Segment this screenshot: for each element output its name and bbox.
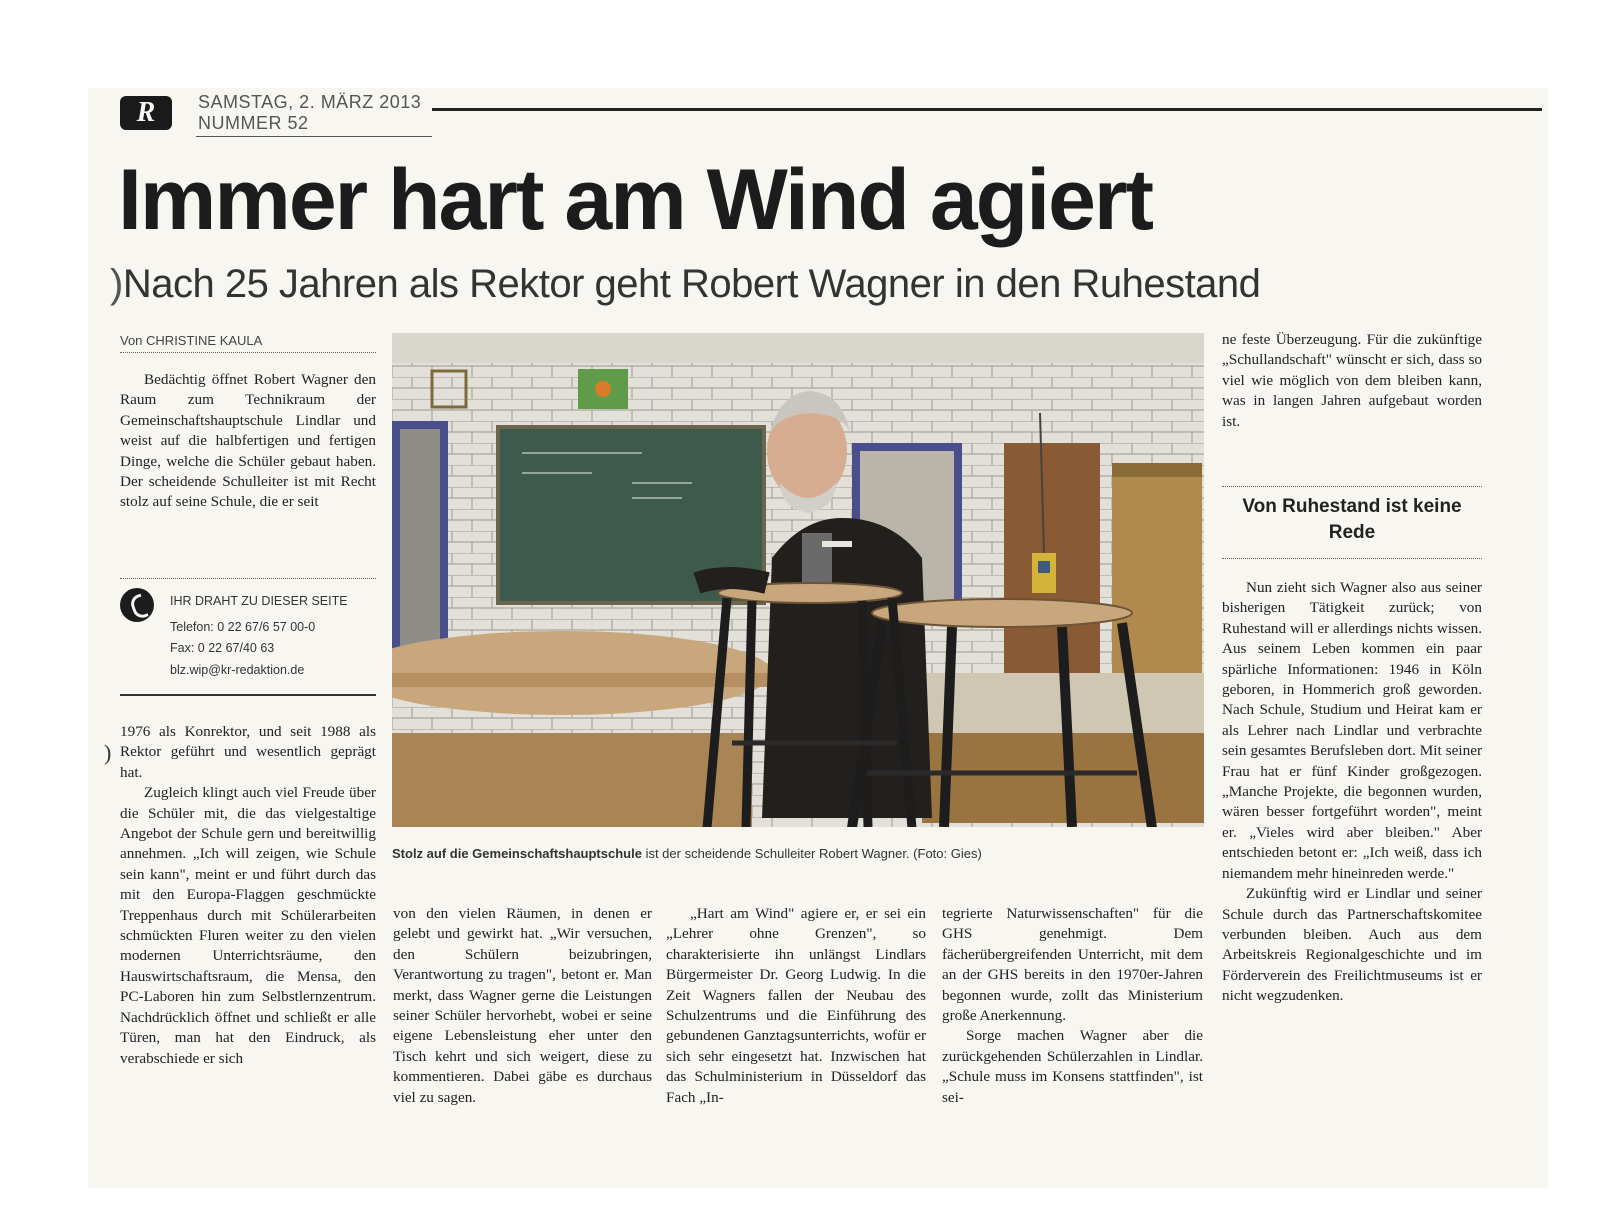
column-5-top — [1222, 330, 1482, 432]
contact-infobox — [120, 580, 376, 692]
section-subheading: Von Ruhestand ist keine Rede — [1242, 496, 1462, 543]
paragraph: „Hart am Wind" agiere er, er sei ein „Lehrer ohne Grenzen", so charakterisierte ihn unlängst Lindlars Bürgermeister Dr. Georg Ludwig. In die Zeit Wagners fallen der Neubau des Schulzentrums und die Einführung des gebundenen Ganztagsunterrichts, wofür er sich sehr eingesetzt hat. Inzwischen hat das Schulministerium in Düsseldorf das Fach „In- — [666, 905, 926, 1106]
infobox-title: IHR DRAHT ZU DIESER SEITE — [170, 594, 348, 608]
column-4 — [942, 904, 1203, 1108]
dateline — [198, 92, 421, 134]
paragraph: Sorge machen Wagner aber die zurückgehenden Schülerzahlen in Lindlar. „Schule muss im Konsens stattfinden", ist sei- — [942, 1027, 1203, 1106]
infobox-fax: Fax: 0 22 67/40 63 — [170, 641, 275, 655]
newspaper-logo-icon: R — [120, 96, 172, 130]
masthead-rule — [432, 108, 1542, 111]
photo-caption — [392, 846, 982, 861]
column-mark: ) — [104, 740, 112, 765]
article-photo — [392, 333, 1204, 827]
paragraph: Zukünftig wird er Lindlar und seiner Schule durch das Partnerschaftskomitee verbunden bleiben. Auch aus dem Arbeitskreis Regionalgeschichte und im Förderverein des Freilichtmuseums ist er nicht wegzudenken. — [1222, 885, 1482, 1005]
paragraph: 1976 als Konrektor, und seit 1988 als Rektor geführt und wesentlich geprägt hat. — [120, 723, 376, 781]
caption-lead: Stolz auf die Gemeinschaftshauptschule — [392, 846, 642, 861]
paragraph: ne feste Überzeugung. Für die zukünftige „Schullandschaft" wünscht er sich, dass so viel wie möglich von dem bleiben kann, was in langen Jahren aufgebaut worden ist. — [1222, 331, 1482, 430]
paragraph: Bedächtig öffnet Robert Wagner den Raum zum Technikraum der Gemeinschaftshauptschule Lindlar und weist auf die halbfertigen und fertigen Dinge, welche die Schüler gebaut haben. Der scheidende Schulleiter ist mit Recht stolz auf seine Schule, die er seit — [120, 371, 376, 511]
column-2 — [393, 904, 652, 1108]
subhead-bottom-rule — [1222, 558, 1482, 559]
dateline-underline — [196, 136, 432, 137]
infobox-top-rule — [120, 578, 376, 579]
infobox-bottom-rule — [120, 694, 376, 696]
infobox-phone: Telefon: 0 22 67/6 57 00-0 — [170, 620, 316, 634]
byline-rule — [120, 352, 376, 353]
subhead-top-rule — [1222, 486, 1482, 487]
column-3 — [666, 904, 926, 1108]
caption-text: ist der scheidende Schulleiter Robert Wagner. (Foto: Gies) — [641, 846, 982, 861]
paragraph: Nun zieht sich Wagner also aus seiner bisherigen Tätigkeit zurück; von Ruhestand will er allerdings nichts wissen. Aus seinem Leben kommen ein paar spärliche Informationen: 1946 in Köln geboren, in Hommerich groß geworden. Nach Schule, Studium und Heirat kam er als Lehrer nach Lindlar und verbrachte sein gesamtes Berufsleben dort. Mit seiner Frau hat er fünf Kinder großgezogen. „Manche Projekte, die begonnen wurden, wären besser fortgeführt worden", meint er. „Vieles wird aber bleiben." Aber entschieden betont er: „Ich weiß, dass ich niemandem mehr hineinreden werde." — [1222, 579, 1482, 882]
publication-date: SAMSTAG, 2. MÄRZ 2013 — [198, 92, 422, 112]
photo-illustration — [392, 333, 1204, 827]
infobox-email: blz.wip@kr-redaktion.de — [170, 663, 305, 677]
column-5-body — [1222, 578, 1482, 1007]
subheadline — [110, 262, 1260, 306]
byline: Von CHRISTINE KAULA — [120, 333, 263, 348]
phone-icon — [120, 588, 154, 622]
paragraph: Zugleich klingt auch viel Freude über die Schüler mit, die das vielgestaltige Angebot der Schule gern und bereitwillig annehmen. „Ich will zeigen, wie Schule sein kann", meint er und führt durch das mit den Europa-Flaggen geschmückte Treppenhaus durch mit Schülerarbeiten schmückten Fluren weiter zu den vielen modernen Unterrichtsräume, den Hauswirtschaftsraum, die Mensa, den PC-Laboren hin zum Selbstlernzentrum. Nachdrücklich öffnet und schließt er alle Türen, man hat den Eindruck, als verabschiede er sich — [120, 784, 376, 1067]
headline: Immer hart am Wind agiert — [118, 152, 1153, 248]
issue-number: NUMMER 52 — [198, 113, 309, 133]
column-1-top — [120, 370, 376, 513]
subheadline-mark: ) — [110, 262, 123, 306]
subheadline-text: Nach 25 Jahren als Rektor geht Robert Wagner in den Ruhestand — [122, 262, 1261, 306]
column-1-bottom — [120, 722, 376, 1069]
paragraph: von den vielen Räumen, in denen er gelebt und gewirkt hat. „Wir versuchen, den Schülern beizubringen, Verantwortung zu tragen", betont er. Man merkt, dass Wagner gerne die Leistungen seiner Schüler hervorhebt, wobei er seine eigene Lebensleistung eher unter den Tisch kehrt und sich weigert, diese zu kommentieren. Dabei gäbe es durchaus viel zu sagen. — [393, 905, 652, 1106]
paragraph: tegrierte Naturwissenschaften" für die GHS genehmigt. Dem fächerübergreifenden Unterricht, mit dem an der GHS bereits in den 1970er-Jahren begonnen wurde, zollt das Ministerium große Anerkennung. — [942, 905, 1203, 1025]
